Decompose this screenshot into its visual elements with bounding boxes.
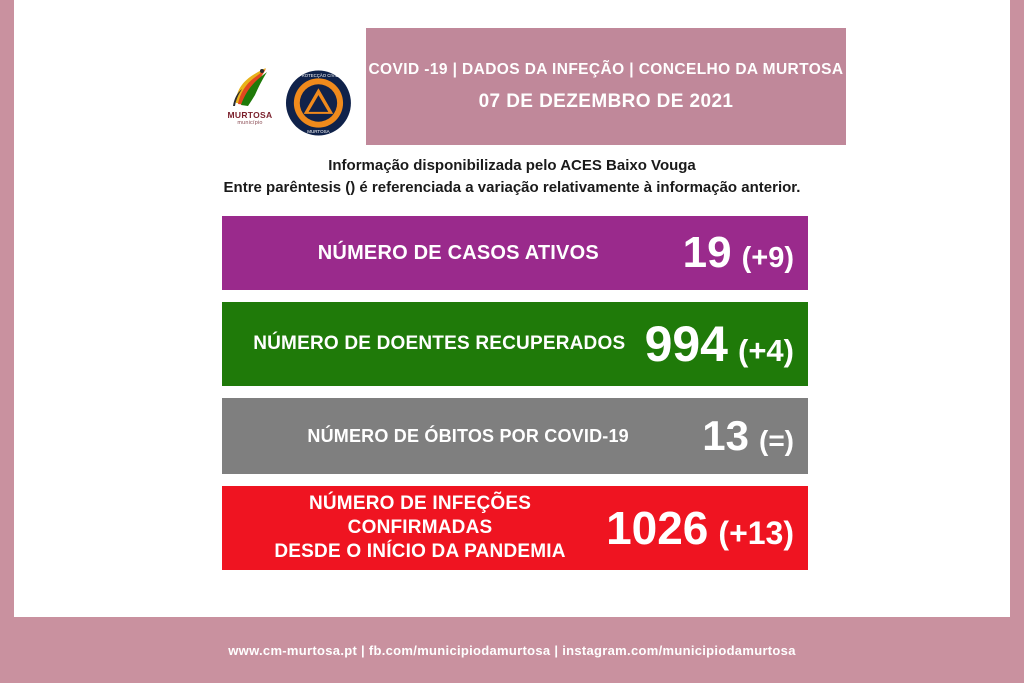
stats-bars	[222, 216, 808, 582]
info-variation-line: Entre parêntesis () é referenciada a variação relativamente à informação anterior.	[223, 178, 801, 196]
stat-label-recuperados: NÚMERO DE DOENTES RECUPERADOS	[253, 333, 626, 355]
stat-bar-recuperados	[222, 302, 808, 386]
header	[0, 0, 1024, 150]
stat-label-casos-ativos: NÚMERO DE CASOS ATIVOS	[317, 241, 599, 264]
stat-value-obitos: 13	[702, 412, 749, 459]
stat-values-infecoes-confirmadas	[606, 502, 794, 554]
murtosa-logo-text: MURTOSA município	[227, 110, 273, 127]
stat-values-recuperados	[644, 316, 794, 372]
protecao-civil-logo	[285, 69, 352, 137]
svg-text:PROTECÇÃO CIVIL: PROTECÇÃO CIVIL	[298, 72, 339, 78]
stat-values-casos-ativos	[682, 228, 794, 277]
footer-links[interactable]: www.cm-murtosa.pt | fb.com/municipiodamurtosa | instagram.com/municipiodamurtosa	[228, 642, 796, 658]
stat-label-line1: NÚMERO DE INFEÇÕES CONFIRMADAS	[308, 493, 532, 539]
stat-delta-infecoes-confirmadas: (+13)	[718, 515, 794, 551]
info-source-line: Informação disponibilizada pelo ACES Baixo Vouga	[328, 157, 696, 174]
stat-label-infecoes-confirmadas	[238, 492, 606, 563]
stat-delta-casos-ativos: (+9)	[741, 242, 794, 274]
stat-bar-casos-ativos	[222, 216, 808, 290]
stat-value-recuperados: 994	[644, 316, 728, 372]
stat-value-casos-ativos: 19	[682, 228, 732, 277]
murtosa-bird-icon	[228, 63, 272, 109]
stat-bar-infecoes-confirmadas	[222, 486, 808, 570]
stat-delta-recuperados: (+4)	[738, 333, 794, 368]
stat-label-obitos: NÚMERO DE ÓBITOS POR COVID-19	[307, 425, 629, 446]
stat-bar-obitos	[222, 398, 808, 474]
logos-group	[222, 60, 352, 146]
header-banner	[366, 28, 846, 145]
municipio-murtosa-logo	[222, 61, 277, 145]
info-block	[0, 155, 1024, 199]
stat-label-line2: DESDE O INÍCIO DA PANDEMIA	[274, 540, 566, 562]
stat-delta-obitos: (=)	[759, 425, 794, 456]
svg-text:MURTOSA: MURTOSA	[307, 129, 330, 135]
stat-value-infecoes-confirmadas: 1026	[606, 502, 709, 554]
stat-values-obitos	[702, 412, 794, 459]
header-date: 07 DE DEZEMBRO DE 2021	[478, 90, 734, 112]
footer	[0, 617, 1024, 683]
header-title: COVID -19 | DADOS DA INFEÇÃO | CONCELHO DA MURTOSA	[368, 60, 844, 78]
